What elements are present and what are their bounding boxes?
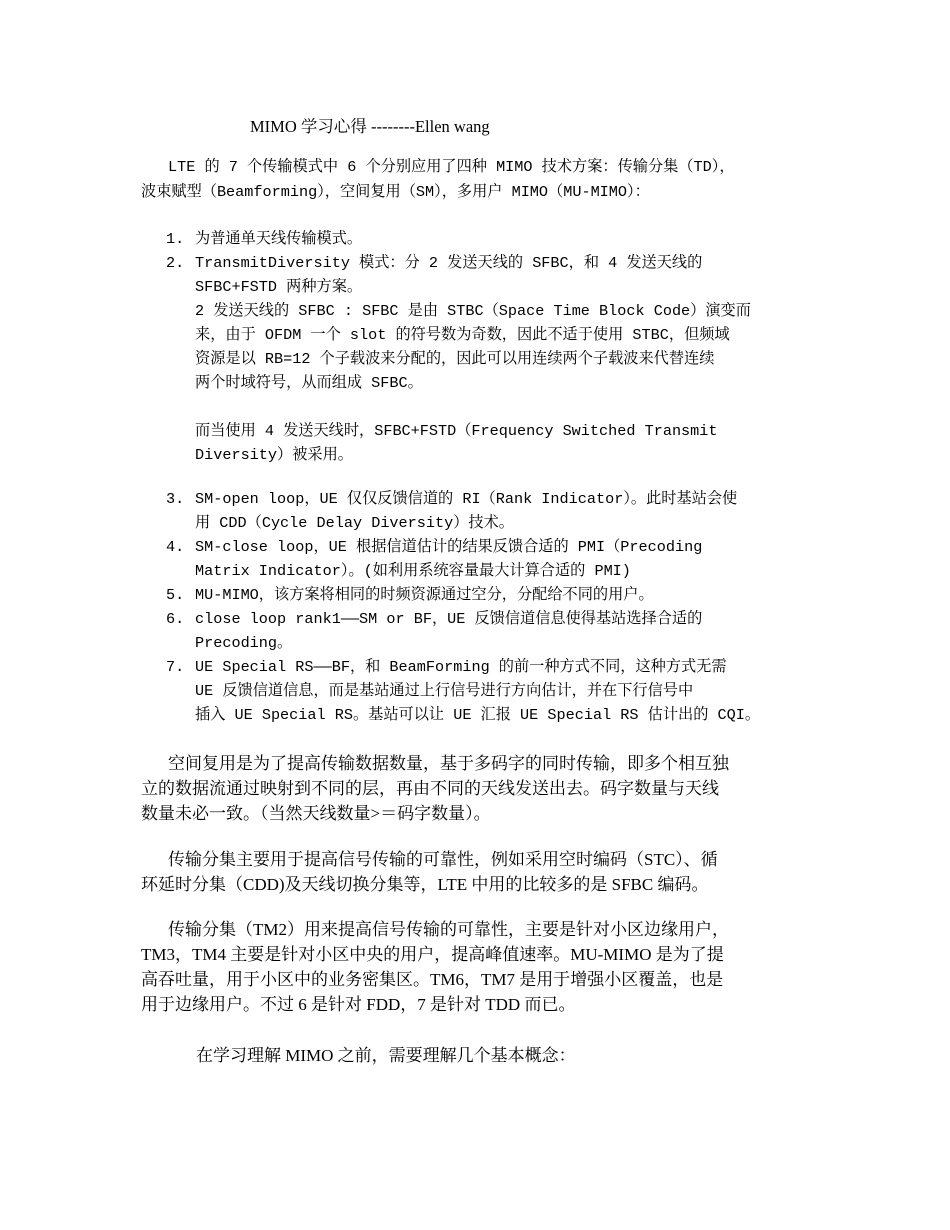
- list-item-line: 而当使用 4 发送天线时，SFBC+FSTD（Frequency Switched Transmit: [195, 422, 718, 440]
- list-item-line: Matrix Indicator）。(如利用系统容量最大计算合适的 PMI): [195, 562, 631, 580]
- paragraph-line: 高吞吐量，用于小区中的业务密集区。TM6，TM7 是用于增强小区覆盖，也是: [141, 970, 724, 989]
- list-item: [166, 487, 826, 535]
- list-item-number: 5.: [166, 586, 185, 604]
- list-item: [166, 655, 826, 727]
- list-item: [166, 535, 826, 583]
- paragraph-line: 用于边缘用户。不过 6 是针对 FDD，7 是针对 TDD 而已。: [141, 995, 576, 1014]
- list-item-line: 资源是以 RB=12 个子载波来分配的，因此可以用连续两个子载波来代替连续: [195, 350, 715, 368]
- intro-line: 波束赋型（Beamforming），空间复用（SM），多用户 MIMO（MU-MIMO）：: [141, 183, 650, 201]
- list-item-line: Precoding。: [195, 634, 293, 652]
- transmit-diversity-paragraph: [141, 847, 813, 897]
- paragraph-line: 立的数据流通过映射到不同的层，再由不同的天线发送出去。码字数量与天线: [141, 779, 719, 798]
- list-item-line: 插入 UE Special RS。基站可以让 UE 汇报 UE Special RS 估计出的 CQI。: [195, 706, 761, 724]
- list-item-number: 6.: [166, 610, 185, 628]
- list-item-number: 2.: [166, 254, 185, 272]
- spatial-multiplexing-paragraph: [141, 751, 813, 826]
- paragraph-line: 传输分集（TM2）用来提高信号传输的可靠性，主要是针对小区边缘用户，: [168, 920, 729, 939]
- list-item-number: 3.: [166, 490, 185, 508]
- list-item-line: TransmitDiversity 模式：分 2 发送天线的 SFBC，和 4 发送天线的: [195, 254, 703, 272]
- list-item-line: 两个时域符号，从而组成 SFBC。: [195, 374, 423, 392]
- list-item-line: SM-close loop，UE 根据信道估计的结果反馈合适的 PMI（Precoding: [195, 538, 703, 556]
- intro-line: LTE 的 7 个传输模式中 6 个分别应用了四种 MIMO 技术方案：传输分集（TD），: [168, 158, 735, 176]
- list-item-number: 1.: [166, 230, 185, 248]
- list-item: [166, 227, 826, 251]
- list-item-line: 来，由于 OFDM 一个 slot 的符号数为奇数，因此不适于使用 STBC，但频域: [195, 326, 730, 344]
- paragraph-line: 在学习理解 MIMO 之前，需要理解几个基本概念：: [196, 1046, 576, 1065]
- closing-paragraph: [196, 1043, 868, 1068]
- list-item-line: 用 CDD（Cycle Delay Diversity）技术。: [195, 514, 514, 532]
- paragraph-line: 空间复用是为了提高传输数据数量，基于多码字的同时传输，即多个相互独: [168, 754, 729, 773]
- transmission-mode-list-continued: [166, 487, 826, 727]
- transmission-modes-paragraph: [141, 917, 813, 1017]
- list-item-line: Diversity）被采用。: [195, 446, 353, 464]
- list-item-line: MU-MIMO，该方案将相同的时频资源通过空分，分配给不同的用户。: [195, 586, 654, 604]
- list-item-line: 为普通单天线传输模式。: [195, 230, 363, 248]
- list-item-line: 2 发送天线的 SFBC : SFBC 是由 STBC（Space Time Block Code）演变而: [195, 302, 751, 320]
- intro-paragraph: [141, 155, 813, 205]
- list-item-line: UE Special RS——BF，和 BeamForming 的前一种方式不同，这种方式无需: [195, 658, 727, 676]
- document-title: MIMO 学习心得 --------Ellen wang: [250, 117, 490, 136]
- transmission-mode-list: [166, 227, 826, 467]
- paragraph-line: 传输分集主要用于提高信号传输的可靠性，例如采用空时编码（STC）、循: [168, 850, 718, 869]
- list-item-number: 4.: [166, 538, 185, 556]
- paragraph-line: 数量未必一致。（当然天线数量>＝码字数量）。: [141, 804, 491, 823]
- list-item-line: close loop rank1——SM or BF，UE 反馈信道信息使得基站选择合适的: [195, 610, 703, 628]
- list-item: [166, 251, 826, 467]
- list-item: [166, 583, 826, 607]
- paragraph-line: 环延时分集（CDD)及天线切换分集等，LTE 中用的比较多的是 SFBC 编码。: [141, 875, 709, 894]
- paragraph-line: TM3，TM4 主要是针对小区中央的用户，提高峰值速率。MU-MIMO 是为了提: [141, 945, 724, 964]
- list-item-line: UE 反馈信道信息，而是基站通过上行信号进行方向估计，并在下行信号中: [195, 682, 694, 700]
- list-item-line: SM-open loop，UE 仅仅反馈信道的 RI（Rank Indicator）。此时基站会使: [195, 490, 738, 508]
- list-item-line: SFBC+FSTD 两种方案。: [195, 278, 363, 296]
- list-item-number: 7.: [166, 658, 185, 676]
- list-item: [166, 607, 826, 655]
